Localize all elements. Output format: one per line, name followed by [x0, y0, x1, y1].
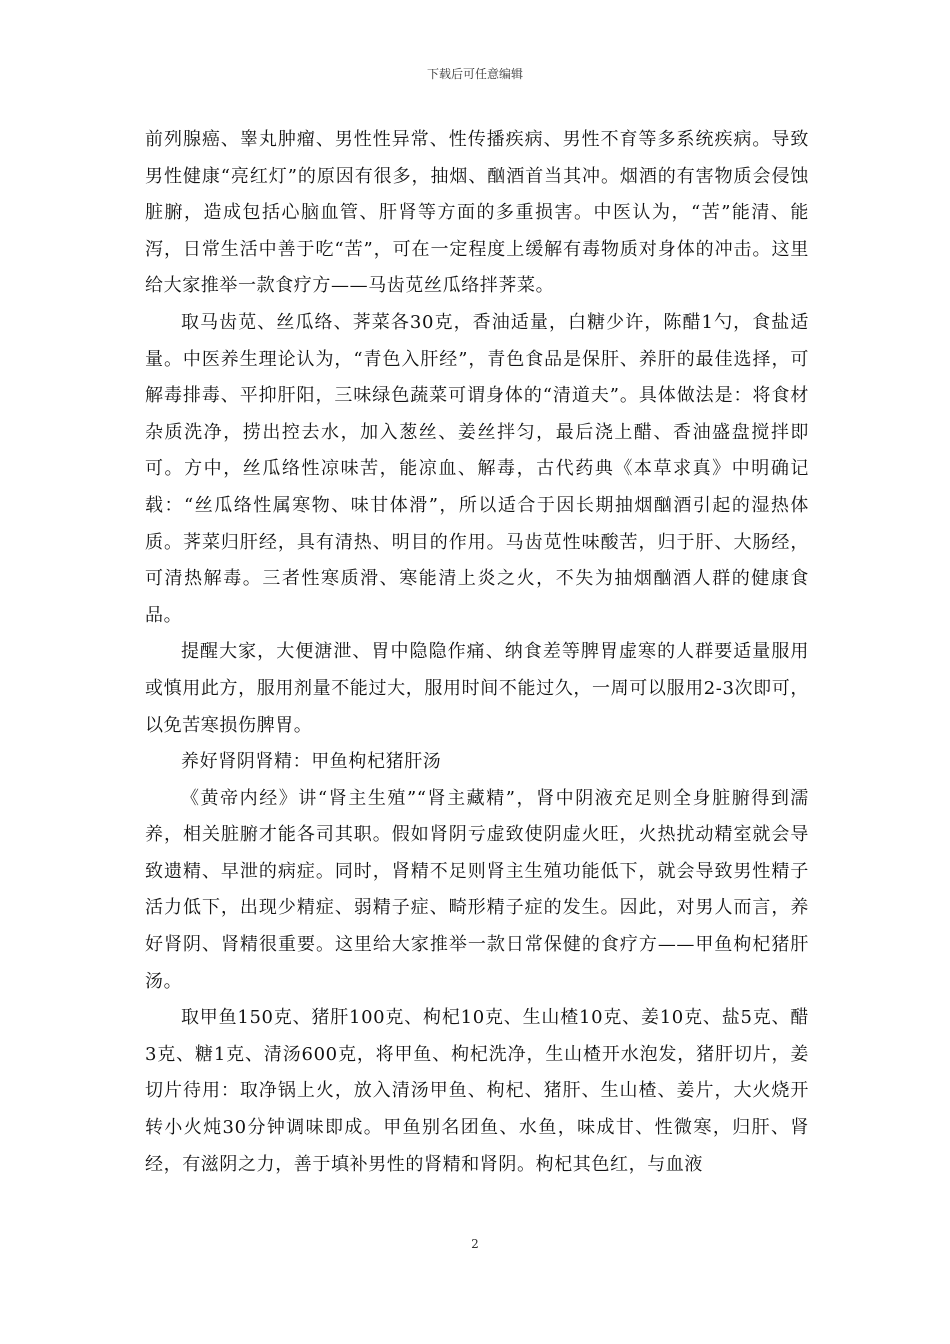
page-number: 2	[471, 1237, 479, 1251]
paragraph-2: 取马齿苋、丝瓜络、荠菜各30克，香油适量，白糖少许，陈醋1勺，食盐适量。中医养生理论认为，“青色入肝经”，青色食品是保肝、养肝的最佳选择，可解毒排毒、平抑肝阳，三味绿色蔬菜可谓身体的“清道夫”。具体做法是：将食材杂质洗净，捞出控去水，加入葱丝、姜丝拌匀，最后浇上醋、香油盛盘搅拌即可。方中，丝瓜络性凉味苦，能凉血、解毒，古代药典《本草求真》中明确记载：“丝瓜络性属寒物、味甘体滑”，所以适合于因长期抽烟酗酒引起的湿热体质。荠菜归肝经，具有清热、明目的作用。马齿苋性味酸苦，归于肝、大肠经，可清热解毒。三者性寒质滑、寒能清上炎之火，不失为抽烟酗酒人群的健康食品。	[145, 311, 809, 626]
page-header: 下载后可任意编辑	[426, 67, 523, 81]
paragraph-6: 取甲鱼150克、猪肝100克、枸杞10克、生山楂10克、姜10克、盐5克、醋3克、糖1克、清汤600克，将甲鱼、枸杞洗净，生山楂开水泡发，猪肝切片，姜切片待用：取净锅上火，放入清汤甲鱼、枸杞、猪肝、生山楂、姜片，大火烧开转小火炖30分钟调味即成。甲鱼别名团鱼、水鱼，味成甘、性微寒，归肝、肾经，有滋阴之力，善于填补男性的肾精和肾阴。枸杞其色红，与血液	[145, 1007, 809, 1175]
section-heading: 养好肾阴肾精：甲鱼枸杞猪肝汤	[181, 751, 442, 773]
paragraph-3: 提醒大家，大便溏泄、胃中隐隐作痛、纳食差等脾胃虚寒的人群要适量服用或慎用此方，服用剂量不能过大，服用时间不能过久，一周可以服用2-3次即可，以免苦寒损伤脾胃。	[145, 641, 809, 736]
document-body	[145, 122, 809, 1183]
paragraph-5: 《黄帝内经》讲“肾主生殖”“肾主藏精”，肾中阴液充足则全身脏腑得到濡养，相关脏腑才能各司其职。假如肾阴亏虚致使阴虚火旺，火热扰动精室就会导致遗精、早泄的病症。同时，肾精不足则肾主生殖功能低下，就会导致男性精子活力低下，出现少精症、弱精子症、畸形精子症的发生。因此，对男人而言，养好肾阴、肾精很重要。这里给大家推举一款日常保健的食疗方——甲鱼枸杞猪肝汤。	[145, 787, 809, 992]
paragraph-1: 前列腺癌、睾丸肿瘤、男性性异常、性传播疾病、男性不育等多系统疾病。导致男性健康“亮红灯”的原因有很多，抽烟、酗酒首当其冲。烟酒的有害物质会侵蚀脏腑，造成包括心脑血管、肝肾等方面的多重损害。中医认为，“苦”能清、能泻，日常生活中善于吃“苦”，可在一定程度上缓解有毒物质对身体的冲击。这里给大家推举一款食疗方——马齿苋丝瓜络拌荠菜。	[145, 129, 809, 297]
